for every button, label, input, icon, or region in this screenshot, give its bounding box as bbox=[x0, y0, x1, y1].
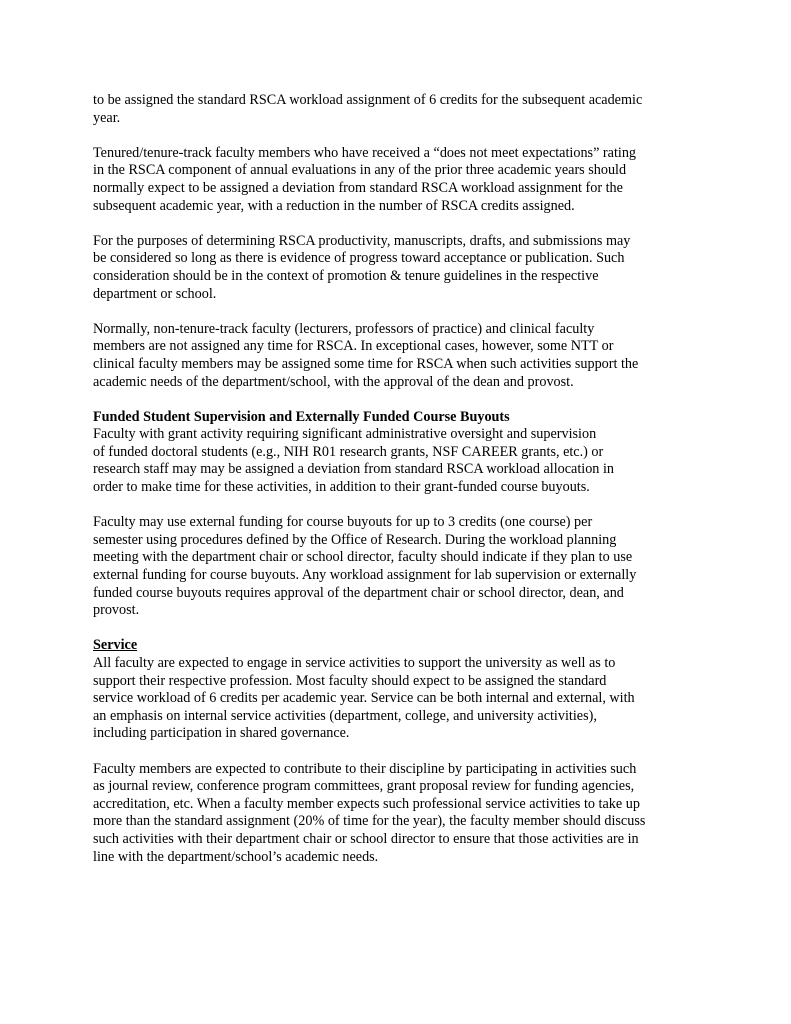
service-section-heading: Service bbox=[93, 637, 138, 654]
text-line: clinical faculty members may be assigned some time for RSCA when such activities support the bbox=[93, 355, 639, 372]
text-line: Faculty members are expected to contribute to their discipline by participating in activities such bbox=[93, 760, 637, 777]
text-line: such activities with their department chair or school director to ensure that those activities are in bbox=[93, 830, 639, 847]
text-line: in the RSCA component of annual evaluations in any of the prior three academic years should bbox=[93, 162, 627, 179]
text-line: to be assigned the standard RSCA workload assignment of 6 credits for the subsequent academic bbox=[93, 92, 643, 108]
text-line: order to make time for these activities, in addition to their grant-funded course buyouts. bbox=[93, 479, 590, 496]
text-line: consideration should be in the context of promotion & tenure guidelines in the respective bbox=[93, 267, 599, 284]
text-line: meeting with the department chair or school director, faculty should indicate if they plan to use bbox=[93, 549, 633, 566]
text-line: research staff may may be assigned a deviation from standard RSCA workload allocation in bbox=[93, 461, 614, 478]
text-line: Tenured/tenure-track faculty members who have received a “does not meet expectations” rating bbox=[93, 144, 637, 161]
text-line: academic needs of the department/school, with the approval of the dean and provost. bbox=[93, 373, 574, 390]
document-page bbox=[93, 92, 705, 884]
funded-section-heading: Funded Student Supervision and Externally Funded Course Buyouts bbox=[93, 408, 510, 425]
text-line: including participation in shared governance. bbox=[93, 725, 350, 742]
text-line: line with the department/school’s academic needs. bbox=[93, 848, 379, 865]
text-line: provost. bbox=[93, 602, 140, 619]
text-line: semester using procedures defined by the Office of Research. During the workload planning bbox=[93, 531, 617, 548]
paragraph bbox=[93, 655, 705, 743]
text-line: members are not assigned any time for RSCA. In exceptional cases, however, some NTT or bbox=[93, 338, 614, 355]
text-line: normally expect to be assigned a deviation from standard RSCA workload assignment for the bbox=[93, 179, 623, 196]
text-line: an emphasis on internal service activities (department, college, and university activities), bbox=[93, 707, 597, 724]
paragraph bbox=[93, 761, 705, 867]
text-line: department or school. bbox=[93, 285, 217, 302]
text-line: Faculty may use external funding for course buyouts for up to 3 credits (one course) per bbox=[93, 514, 593, 531]
top-paragraphs bbox=[93, 92, 705, 391]
service-section-body bbox=[93, 655, 705, 866]
text-line: Normally, non-tenure-track faculty (lecturers, professors of practice) and clinical faculty bbox=[93, 320, 595, 337]
paragraph bbox=[93, 514, 705, 620]
paragraph bbox=[93, 426, 705, 496]
text-line: year. bbox=[93, 109, 121, 126]
text-line: All faculty are expected to engage in service activities to support the university as well as to bbox=[93, 655, 616, 671]
text-line: Faculty with grant activity requiring significant administrative oversight and supervision bbox=[93, 426, 597, 443]
paragraph bbox=[93, 145, 705, 215]
paragraph bbox=[93, 92, 705, 127]
funded-section-body bbox=[93, 426, 705, 620]
text-line: service workload of 6 credits per academic year. Service can be both internal and external, with bbox=[93, 690, 635, 707]
text-line: more than the standard assignment (20% of time for the year), the faculty member should discuss bbox=[93, 813, 646, 830]
text-line: support their respective profession. Most faculty should expect to be assigned the standard bbox=[93, 672, 607, 689]
text-line: as journal review, conference program committees, grant proposal review for funding agencies, bbox=[93, 778, 635, 795]
text-line: For the purposes of determining RSCA productivity, manuscripts, drafts, and submissions may bbox=[93, 232, 631, 249]
paragraph bbox=[93, 321, 705, 391]
text-line: of funded doctoral students (e.g., NIH R01 research grants, NSF CAREER grants, etc.) or bbox=[93, 443, 604, 460]
text-line: funded course buyouts requires approval of the department chair or school director, dean, and bbox=[93, 584, 624, 601]
paragraph bbox=[93, 233, 705, 303]
text-line: subsequent academic year, with a reduction in the number of RSCA credits assigned. bbox=[93, 197, 575, 214]
text-line: be considered so long as there is evidence of progress toward acceptance or publication. Such bbox=[93, 250, 625, 267]
text-line: accreditation, etc. When a faculty member expects such professional service activities to take up bbox=[93, 795, 640, 812]
text-line: external funding for course buyouts. Any workload assignment for lab supervision or externally bbox=[93, 567, 637, 584]
